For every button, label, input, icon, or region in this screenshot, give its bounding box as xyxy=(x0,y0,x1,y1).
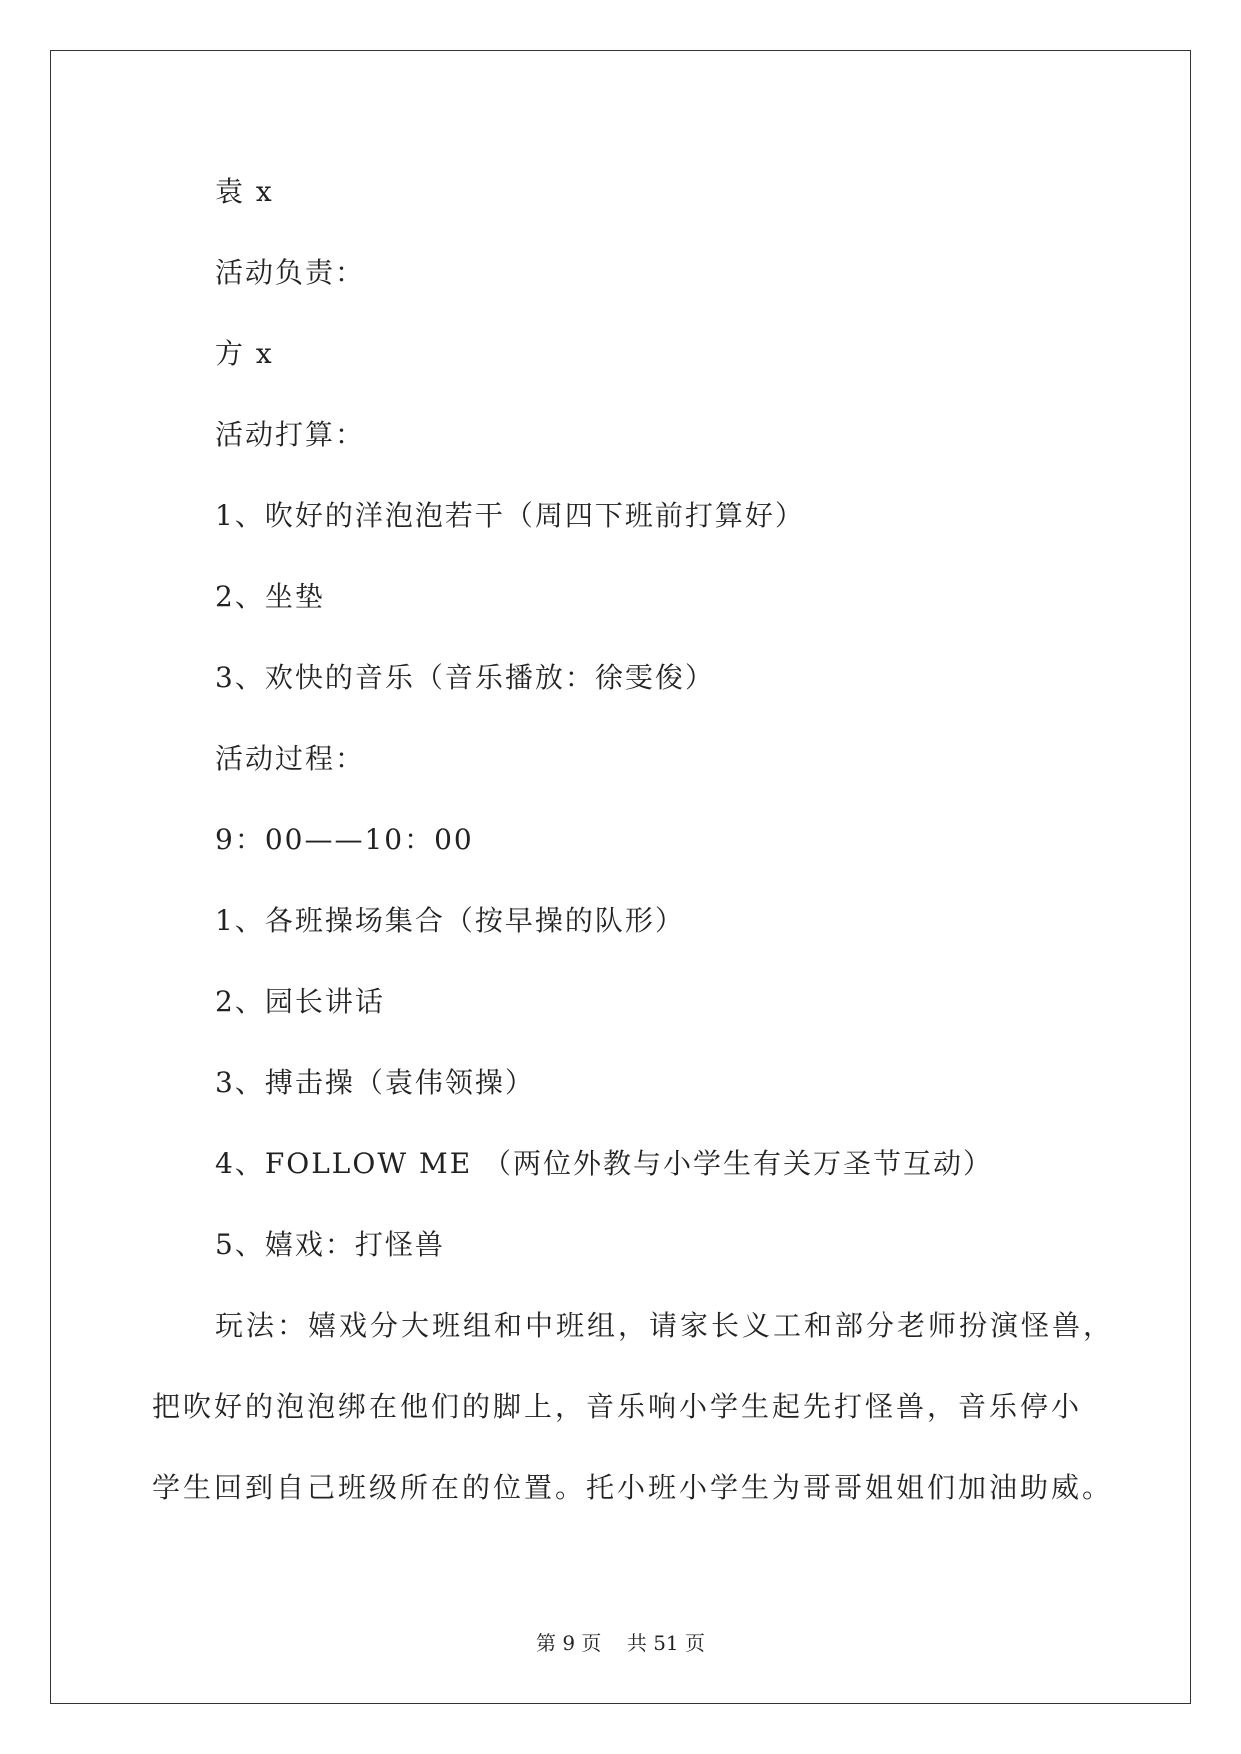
text-line: 活动负责： xyxy=(215,256,366,289)
page-footer xyxy=(0,1630,1241,1656)
text-line: 3、搏击操（袁伟领操） xyxy=(215,1066,535,1099)
text-line: 方 x xyxy=(215,337,274,370)
text-line: 1、各班操场集合（按早操的队形） xyxy=(215,904,685,937)
page-number: 第 9 页 共 51 页 xyxy=(535,1631,706,1655)
paragraph-line: 学生回到自己班级所在的位置。托小班小学生为哥哥姐姐们加油助威。 xyxy=(152,1471,1114,1504)
paragraph-line: 玩法：嬉戏分大班组和中班组，请家长义工和部分老师扮演怪兽， xyxy=(215,1309,1115,1342)
text-line: 袁 x xyxy=(215,175,274,208)
text-line: 3、欢快的音乐（音乐播放：徐雯俊） xyxy=(215,661,715,694)
text-line: 活动过程： xyxy=(215,742,366,775)
text-line: 2、园长讲话 xyxy=(215,985,385,1018)
text-line: 2、坐垫 xyxy=(215,580,325,613)
text-line: 1、吹好的洋泡泡若干（周四下班前打算好） xyxy=(215,499,805,532)
page-border xyxy=(50,50,1191,1704)
text-line: 5、嬉戏：打怪兽 xyxy=(215,1228,445,1261)
text-line: 4、FOLLOW ME （两位外教与小学生有关万圣节互动） xyxy=(215,1147,994,1180)
text-line: 活动打算： xyxy=(215,418,366,451)
paragraph-line: 把吹好的泡泡绑在他们的脚上，音乐响小学生起先打怪兽，音乐停小 xyxy=(152,1390,1083,1423)
text-line: 9：00——10：00 xyxy=(215,823,474,856)
